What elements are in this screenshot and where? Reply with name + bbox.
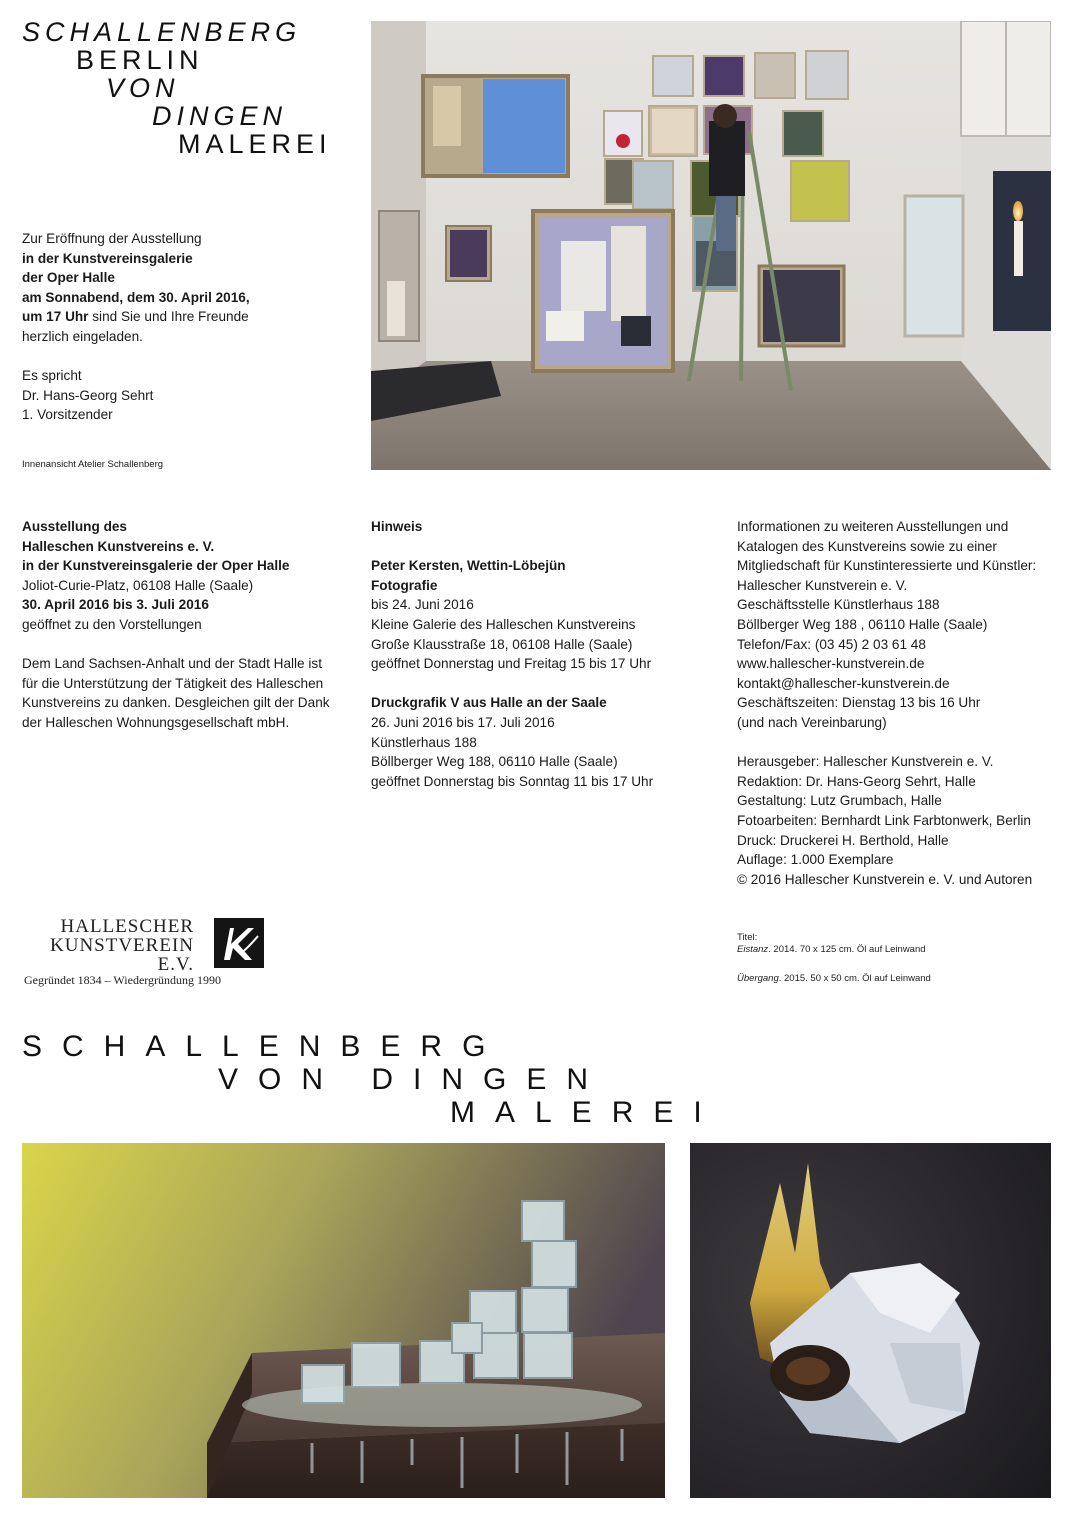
exhibition-info [22,517,352,733]
imprint-copyright: © 2016 Hallescher Kunstverein e. V. und Autoren [737,871,1033,887]
secondary-title [22,1030,722,1129]
artwork1-details: . 2014. 70 x 125 cm. Öl auf Leinwand [768,944,926,955]
imprint-line: Redaktion: Dr. Hans-Georg Sehrt, Halle [737,773,976,789]
exhibition-address: Joliot-Curie-Platz, 06108 Halle (Saale) [22,577,254,593]
imprint-line: Fotoarbeiten: Bernhardt Link Farbtonwerk, Berlin [737,812,1031,828]
logo-line: KUNSTVEREIN [50,935,194,956]
contact-line: Katalogen des Kunstvereins sowie zu einer [737,538,997,554]
logo-line: E.V. [157,954,194,975]
contact-hours: (und nach Vereinbarung) [737,714,887,730]
contact-line: Böllberger Weg 188 , 06110 Halle (Saale) [737,616,988,632]
logo-text [22,917,194,974]
imprint-line: Gestaltung: Lutz Grumbach, Halle [737,793,942,809]
title-line-city: BERLIN [76,45,204,75]
contact-line: Geschäftsstelle Künstlerhaus 188 [737,597,940,613]
invitation-line: herzlich eingeladen. [22,328,143,344]
exhibition-dates: 30. April 2016 bis 3. Juli 2016 [22,597,209,613]
artwork-credits [737,932,931,985]
thanks-text: für die Unterstützung der Tätigkeit des Halleschen [22,675,324,691]
title-line-artist: SCHALLENBERG [22,17,302,47]
event2-hours: geöffnet Donnerstag bis Sonntag 11 bis 17 Uhr [371,773,654,789]
logo-line: HALLESCHER [60,916,194,937]
notice-info [371,517,701,791]
contact-email: kontakt@hallescher-kunstverein.de [737,675,950,691]
photo-caption: Innenansicht Atelier Schallenberg [22,459,164,470]
imprint-line: Auflage: 1.000 Exemplare [737,852,894,868]
event1-artist: Peter Kersten, Wettin-Löbejün [371,558,566,574]
secondary-title-medium: MALEREI [450,1096,722,1129]
invitation-venue: in der Kunstvereinsgalerie [22,250,193,266]
artwork1-title: Eistanz [737,944,769,955]
contact-info [737,517,1057,889]
event1-address: Große Klausstraße 18, 06108 Halle (Saale) [371,636,633,652]
thanks-text: der Halleschen Wohnungsgesellschaft mbH. [22,714,290,730]
speaker-name: Dr. Hans-Georg Sehrt [22,387,154,403]
painting-uebergang [690,1143,1051,1498]
logo-subtitle: Gegründet 1834 – Wiedergründung 1990 [24,973,222,987]
event2-dates: 26. Juni 2016 bis 17. Juli 2016 [371,714,555,730]
imprint-line: Herausgeber: Hallescher Kunstverein e. V. [737,754,994,770]
kunstverein-logo [22,915,282,990]
contact-line: Hallescher Kunstverein e. V. [737,577,908,593]
event2-address: Böllberger Weg 188, 06110 Halle (Saale) [371,754,618,770]
speaker-role: 1. Vorsitzender [22,407,113,423]
artwork2-title: Übergang [737,973,779,984]
event2-title: Druckgrafik V aus Halle an der Saale [371,695,607,711]
thanks-text: Kunstvereins zu danken. Desgleichen gilt der Dank [22,695,330,711]
speaker-paragraph [22,366,352,425]
title-line-von: VON [106,73,180,103]
event1-dates: bis 24. Juni 2016 [371,597,474,613]
event1-hours: geöffnet Donnerstag und Freitag 15 bis 17 Uhr [371,656,652,672]
secondary-title-subject: VON DINGEN [218,1063,609,1096]
invitation-line: Zur Eröffnung der Ausstellung [22,231,202,246]
contact-website: www.hallescher-kunstverein.de [737,656,925,672]
studio-photo [371,21,1051,470]
exhibition-heading: in der Kunstvereinsgalerie der Oper Halle [22,558,290,574]
event2-place: Künstlerhaus 188 [371,734,477,750]
exhibition-hours: geöffnet zu den Vorstellungen [22,616,202,632]
secondary-title-artist: SCHALLENBERG [22,1030,506,1063]
invitation-line: sind Sie und Ihre Freunde [88,309,249,325]
invitation-paragraph [22,229,352,347]
main-title [22,18,362,158]
exhibition-heading: Ausstellung des [22,519,127,534]
exhibition-heading: Halleschen Kunstvereins e. V. [22,538,215,554]
contact-hours: Geschäftszeiten: Dienstag 13 bis 16 Uhr [737,695,981,711]
logo-emblem-icon [214,918,264,968]
title-line-dingen: DINGEN [152,101,288,131]
invitation-time: um 17 Uhr [22,309,89,325]
notice-heading: Hinweis [371,519,423,534]
invitation-date: am Sonnabend, dem 30. April 2016, [22,289,250,305]
invitation-text [22,229,352,445]
invitation-venue-2: der Oper Halle [22,270,115,286]
artwork2-details: . 2015. 50 x 50 cm. Öl auf Leinwand [778,973,931,984]
credits-label: Titel: [737,932,758,943]
title-line-malerei: MALEREI [178,129,332,159]
speaker-intro: Es spricht [22,368,82,384]
imprint-line: Druck: Druckerei H. Berthold, Halle [737,832,949,848]
thanks-text: Dem Land Sachsen-Anhalt und der Stadt Halle ist [22,656,322,672]
contact-line: Mitgliedschaft für Kunstinteressierte und Künstler: [737,558,1037,574]
contact-line: Informationen zu weiteren Ausstellungen und [737,519,1009,534]
event1-title: Fotografie [371,577,438,593]
painting-eistanz [22,1143,665,1498]
event1-place: Kleine Galerie des Halleschen Kunstvereins [371,616,636,632]
contact-phone: Telefon/Fax: (03 45) 2 03 61 48 [737,636,926,652]
